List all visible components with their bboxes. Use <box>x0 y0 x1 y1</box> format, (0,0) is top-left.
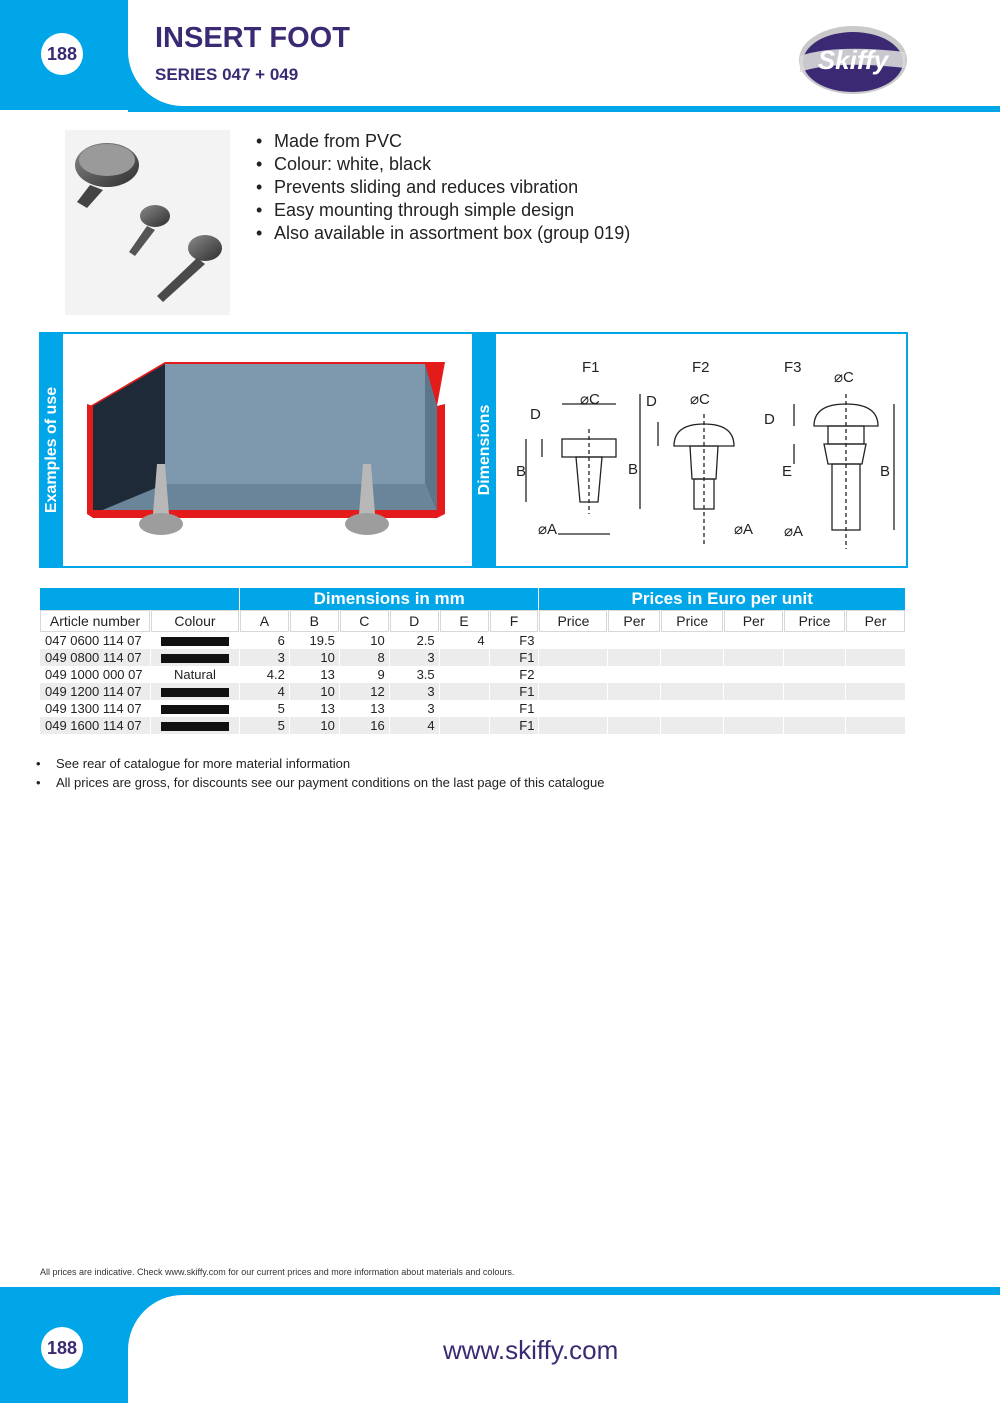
dim-f-cell: F1 <box>490 649 539 666</box>
dim-c-cell: 9 <box>377 667 385 682</box>
table-row <box>40 632 905 649</box>
colour-cell <box>151 717 239 734</box>
table-row <box>40 700 905 717</box>
price-cell <box>661 717 723 734</box>
per-cell <box>724 632 783 649</box>
dim-a-cell: 5 <box>277 701 285 716</box>
col-header-f: F <box>490 610 539 632</box>
colour-cell: Natural <box>174 667 216 682</box>
f2-drawing <box>640 394 734 544</box>
dim-d-cell: 3.5 <box>416 667 435 682</box>
per-cell <box>724 666 783 683</box>
article-cell: 049 1200 114 07 <box>40 683 150 700</box>
per-cell <box>846 717 905 734</box>
per-cell <box>608 632 660 649</box>
f1-d-label: D <box>530 406 541 423</box>
col-header-per: Per <box>608 610 660 632</box>
col-header-price: Price <box>784 610 845 632</box>
per-cell <box>846 700 905 717</box>
dim-a-cell: 6 <box>277 633 285 648</box>
price-cell <box>539 666 607 683</box>
per-cell <box>846 683 905 700</box>
dim-e-cell <box>440 666 489 683</box>
f2-a-label: ⌀A <box>734 521 754 538</box>
price-cell <box>539 632 607 649</box>
page-subtitle: SERIES 047 + 049 <box>155 65 299 84</box>
f3-c-label: ⌀C <box>834 369 854 386</box>
price-cell <box>784 700 845 717</box>
feature-text: Made from PVC <box>274 131 403 151</box>
price-cell <box>784 683 845 700</box>
feature-item: • Colour: white, black <box>256 154 432 174</box>
per-cell <box>608 717 660 734</box>
price-cell <box>539 700 607 717</box>
colour-cell <box>151 632 239 649</box>
price-cell <box>661 632 723 649</box>
per-cell <box>608 683 660 700</box>
note-text: All prices are gross, for discounts see our payment conditions on the last page of this catalogue <box>56 775 605 790</box>
skiffy-logo <box>795 22 910 100</box>
feature-text: Also available in assortment box (group 019) <box>274 223 631 243</box>
dim-d-cell: 3 <box>390 683 439 700</box>
footer-page-number-badge: 188 <box>41 1327 83 1369</box>
colour-cell <box>151 649 239 666</box>
group-header-dimensions: Dimensions in mm <box>240 588 539 610</box>
col-header-e: E <box>440 610 489 632</box>
dim-f-cell: F1 <box>490 683 539 700</box>
colour-cell <box>151 683 239 700</box>
col-header-per: Per <box>724 610 783 632</box>
f1-drawing <box>526 404 616 534</box>
per-cell <box>724 700 783 717</box>
article-cell: 049 1600 114 07 <box>40 717 150 734</box>
per-cell <box>846 632 905 649</box>
note-item: • See rear of catalogue for more material information <box>36 756 351 771</box>
table-row <box>40 666 905 683</box>
per-cell <box>724 683 783 700</box>
feature-item: • Made from PVC <box>256 131 403 151</box>
dimensions-panel <box>472 332 908 568</box>
table-row <box>40 717 905 734</box>
price-cell <box>661 683 723 700</box>
feature-list <box>256 130 630 245</box>
dimensions-label: Dimensions <box>476 404 493 496</box>
table-row <box>40 649 905 666</box>
dim-d-cell: 3 <box>390 649 439 666</box>
dim-c-cell: 12 <box>340 683 389 700</box>
dim-d-cell: 4 <box>390 717 439 734</box>
tray-illustration <box>65 334 474 566</box>
colour-swatch-black <box>161 688 229 697</box>
col-header-d: D <box>390 610 439 632</box>
f2-c-label: ⌀C <box>690 391 710 408</box>
f3-d-label: D <box>764 411 775 428</box>
figure-label-f3: F3 <box>784 359 802 376</box>
f1-a-label: ⌀A <box>538 521 558 538</box>
feature-text: Prevents sliding and reduces vibration <box>274 177 579 197</box>
logo-text: Skiffy <box>817 45 889 75</box>
header-stripe <box>128 106 1000 112</box>
dim-f-cell: F2 <box>519 667 535 682</box>
dim-c-cell: 10 <box>370 633 385 648</box>
dim-a-cell: 4 <box>240 683 289 700</box>
dim-c-cell: 16 <box>340 717 389 734</box>
dim-a-cell: 3 <box>240 649 289 666</box>
f3-drawing <box>794 394 894 549</box>
price-cell <box>661 666 723 683</box>
page-title: INSERT FOOT <box>155 22 350 54</box>
per-cell <box>724 649 783 666</box>
dim-b-cell: 10 <box>290 717 339 734</box>
note-item: • All prices are gross, for discounts see our payment conditions on the last page of this catalogue <box>36 775 605 790</box>
col-header-c: C <box>340 610 389 632</box>
col-header-b: B <box>290 610 339 632</box>
dim-b-cell: 13 <box>320 701 335 716</box>
dim-b-cell: 10 <box>290 649 339 666</box>
dim-a-cell: 5 <box>240 717 289 734</box>
dim-e-cell <box>440 700 489 717</box>
colour-cell <box>151 700 239 717</box>
dim-f-cell: F1 <box>490 717 539 734</box>
per-cell <box>608 649 660 666</box>
col-header-price: Price <box>661 610 723 632</box>
col-header-a: A <box>240 610 289 632</box>
dimension-drawings <box>498 334 906 566</box>
dim-c-cell: 13 <box>370 701 385 716</box>
per-cell <box>724 717 783 734</box>
feature-item: • Also available in assortment box (group 019) <box>256 223 631 243</box>
dim-e-cell <box>440 683 489 700</box>
per-cell <box>846 666 905 683</box>
dimensions-tab <box>474 334 496 566</box>
article-cell: 049 1000 000 07 <box>45 667 143 682</box>
article-cell: 049 1300 114 07 <box>45 701 142 716</box>
col-header-colour: Colour <box>151 610 239 632</box>
per-cell <box>608 666 660 683</box>
group-header-empty <box>40 588 239 610</box>
dim-e-cell: 4 <box>477 633 485 648</box>
dim-b-cell: 13 <box>320 667 335 682</box>
f1-c-label: ⌀C <box>580 391 600 408</box>
colour-swatch-black <box>161 654 229 663</box>
table-row <box>40 683 905 700</box>
website-link[interactable]: www.skiffy.com <box>443 1335 619 1365</box>
colour-swatch-black <box>161 722 229 731</box>
examples-tab <box>41 334 63 566</box>
col-header-article: Article number <box>40 610 150 632</box>
price-cell <box>784 717 845 734</box>
feature-item: • Prevents sliding and reduces vibration <box>256 177 579 197</box>
f3-a-label: ⌀A <box>784 523 804 540</box>
f2-d-label: D <box>646 393 657 410</box>
per-cell <box>846 649 905 666</box>
notes <box>36 754 604 792</box>
product-photo <box>65 130 230 315</box>
f3-b-label: B <box>880 463 891 480</box>
article-cell: 047 0600 114 07 <box>45 633 142 648</box>
f1-b-label: B <box>516 463 527 480</box>
price-cell <box>539 649 607 666</box>
dim-e-cell <box>440 649 489 666</box>
dim-a-cell: 4.2 <box>266 667 285 682</box>
note-text: See rear of catalogue for more material information <box>56 756 351 771</box>
colour-swatch-black <box>161 705 229 714</box>
dim-b-cell: 19.5 <box>309 633 335 648</box>
price-cell <box>784 649 845 666</box>
group-header-prices: Prices in Euro per unit <box>539 588 905 610</box>
dim-f-cell: F3 <box>519 633 535 648</box>
price-cell <box>539 717 607 734</box>
spec-table <box>39 588 906 734</box>
f3-e-label: E <box>782 463 793 480</box>
price-cell <box>784 666 845 683</box>
col-header-per: Per <box>846 610 905 632</box>
disclaimer: All prices are indicative. Check www.skiffy.com for our current prices and more information about materials and colours. <box>40 1267 515 1277</box>
dim-f-cell: F1 <box>519 701 535 716</box>
col-header-price: Price <box>539 610 607 632</box>
dim-b-cell: 10 <box>290 683 339 700</box>
article-cell: 049 0800 114 07 <box>40 649 150 666</box>
dim-e-cell <box>440 717 489 734</box>
examples-panel <box>39 332 476 568</box>
per-cell <box>608 700 660 717</box>
price-cell <box>539 683 607 700</box>
feature-item: • Easy mounting through simple design <box>256 200 575 220</box>
colour-swatch-black <box>161 637 229 646</box>
dim-d-cell: 2.5 <box>416 633 435 648</box>
examples-label: Examples of use <box>43 386 60 514</box>
dim-c-cell: 8 <box>340 649 389 666</box>
figure-label-f1: F1 <box>582 359 600 376</box>
price-cell <box>661 700 723 717</box>
f2-b-label: B <box>628 461 639 478</box>
price-cell <box>784 632 845 649</box>
feature-text: Easy mounting through simple design <box>274 200 575 220</box>
price-cell <box>661 649 723 666</box>
figure-label-f2: F2 <box>692 359 710 376</box>
feature-text: Colour: white, black <box>274 154 432 174</box>
dim-d-cell: 3 <box>427 701 435 716</box>
page-number-badge: 188 <box>41 33 83 75</box>
